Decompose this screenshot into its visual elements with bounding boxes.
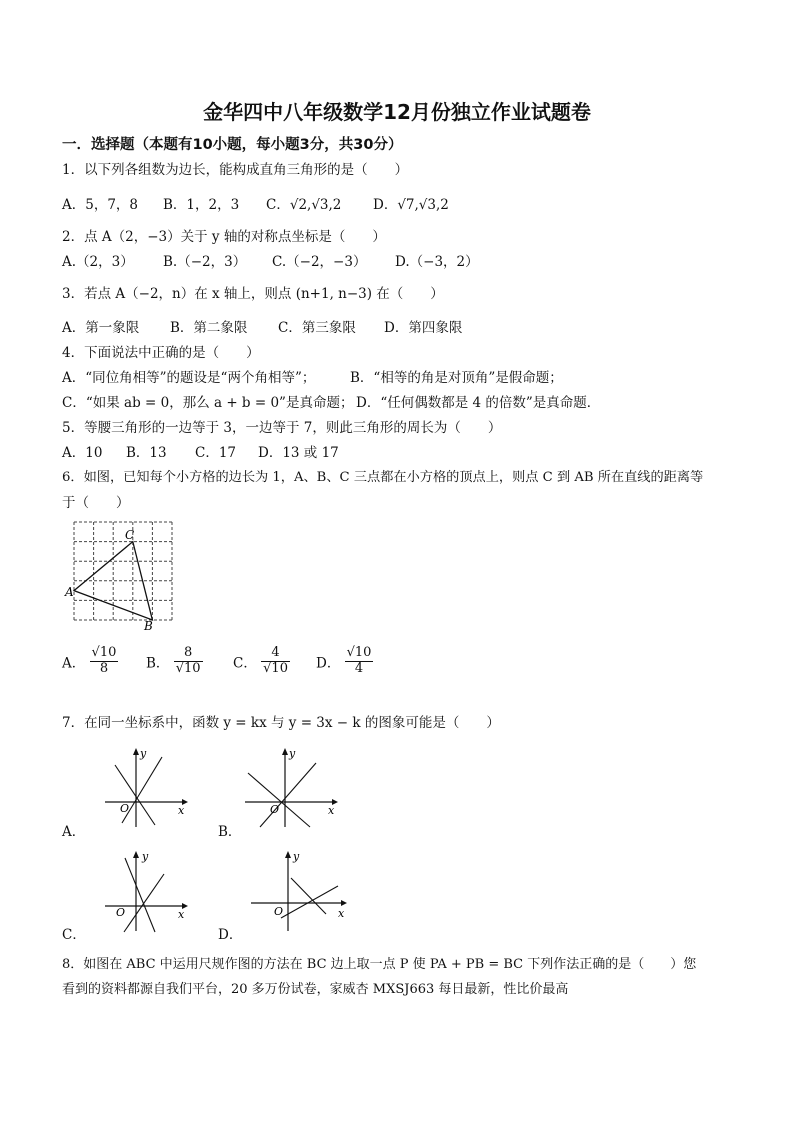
q4-stem: 4．下面说法中正确的是（ ）: [62, 345, 260, 361]
q1-option-c-math: √2,√3,2: [289, 197, 342, 213]
svg-text:O: O: [270, 803, 280, 816]
q6-label-b: B: [144, 619, 153, 632]
q6-stem-line2: 于（ ）: [62, 495, 130, 511]
q1-option-a: A．5，7，8: [62, 197, 139, 213]
q7-option-d: D．: [218, 927, 243, 943]
q3-option-c: C．第三象限: [278, 320, 356, 336]
q4-option-d: D．“任何偶数都是 4 的倍数”是真命题．: [356, 395, 601, 411]
q5-option-b: B．13: [126, 445, 167, 461]
q1-option-d-math: √7,√3,2: [397, 197, 449, 213]
q7-c-line-1: [125, 858, 155, 932]
q7-d-line-1: [281, 886, 338, 918]
q3-stem: 3．若点 A（−2，n）在 x 轴上，则点 (n+1, n−3) 在（ ）: [62, 286, 444, 302]
q6-label-c: C: [125, 528, 135, 542]
svg-text:y: y: [289, 747, 296, 760]
svg-text:y: y: [293, 850, 300, 863]
q7-graph-b: [240, 745, 350, 830]
q6-grid-lines: [74, 522, 172, 620]
q4-option-a: A．“同位角相等”的题设是“两个角相等”；: [62, 370, 316, 386]
svg-text:x: x: [338, 907, 345, 920]
q7-graph-d: [246, 848, 356, 933]
q2-option-b: B.（−2，3）: [163, 254, 247, 270]
q8-stem: 8．如图在 ABC 中运用尺规作图的方法在 BC 边上取一点 P 使 PA + PB = BC 下列作法正确的是（ ）您: [62, 957, 697, 972]
q6-option-c: C． $\frac{4}{√10}$: [233, 645, 288, 676]
q7-b-line-2: [260, 763, 316, 827]
q6-label-a: A: [65, 585, 74, 599]
q6-option-d-num: √10: [346, 645, 372, 660]
q6-option-b-den: √10: [175, 660, 201, 676]
svg-text:x: x: [178, 804, 185, 817]
q6-stem-line1: 6．如图，已知每个小方格的边长为 1，A、B、C 三点都在小方格的顶点上，则点 C 到 AB 所在直线的距离等: [62, 470, 704, 485]
q5-option-d: D．13 或 17: [258, 445, 339, 461]
q7-c-line-2: [124, 874, 164, 932]
q2-option-a: A.（2，3）: [62, 254, 134, 270]
q5-option-c: C．17: [195, 445, 237, 461]
q1-stem: 1．以下列各组数为边长，能构成直角三角形的是（ ）: [62, 162, 409, 178]
svg-text:x: x: [328, 804, 335, 817]
q6-option-d-den: 4: [354, 660, 364, 676]
page-title: 金华四中八年级数学12月份独立作业试题卷: [203, 100, 591, 124]
q7-option-a: A．: [62, 824, 86, 840]
q4-option-c: C．“如果 ab = 0，那么 a + b = 0”是真命题；: [62, 395, 354, 411]
svg-text:O: O: [120, 802, 130, 815]
q3-option-b: B．第二象限: [170, 320, 248, 336]
svg-text:O: O: [274, 905, 284, 918]
q7-option-c: C．: [62, 927, 86, 943]
q6-option-c-num: 4: [261, 646, 290, 662]
q6-grid-figure: [62, 516, 182, 632]
q5-stem: 5．等腰三角形的一边等于 3，一边等于 7，则此三角形的周长为（ ）: [62, 420, 502, 436]
q7-option-b: B．: [218, 824, 242, 840]
q2-stem: 2．点 A（2，−3）关于 y 轴的对称点坐标是（ ）: [62, 229, 386, 245]
q7-a-line-1: [115, 765, 155, 825]
q2-option-c: C.（−2，−3）: [272, 254, 367, 270]
q1-option-b: B．1，2，3: [163, 197, 240, 213]
q1-option-d: D．√7,√3,2: [373, 197, 449, 213]
q5-option-a: A．10: [62, 445, 103, 461]
q6-option-a-den: 8: [99, 660, 109, 676]
q6-option-c-den: √10: [263, 660, 288, 676]
svg-text:O: O: [116, 906, 126, 919]
q7-graph-a: [100, 745, 200, 830]
q3-option-a: A．第一象限: [62, 320, 140, 336]
q8-footer-line: 看到的资料都源自我们平台，20 多万份试卷，家威杏 MXSJ663 每日最新，性比价最高: [62, 982, 569, 997]
q3-option-d: D．第四象限: [384, 320, 463, 336]
q6-option-b-num: 8: [174, 646, 203, 662]
section-heading: 一．选择题（本题有10小题，每小题3分，共30分）: [62, 137, 403, 153]
q7-stem: 7．在同一坐标系中，函数 y = kx 与 y = 3x − k 的图象可能是（ ）: [62, 715, 500, 731]
q6-option-d: D． $\frac{√10}{4}$: [316, 645, 372, 676]
q6-option-b: B． $\frac{8}{√10}$: [146, 645, 201, 676]
q6-option-a: A． $\frac{√10}{8}$: [62, 645, 117, 676]
svg-text:y: y: [142, 850, 149, 863]
q2-option-d: D.（−3，2）: [395, 254, 479, 270]
q6-option-a-num: √10: [91, 645, 117, 660]
q7-graph-c: [100, 848, 200, 933]
q1-option-c: C．√2,√3,2: [266, 197, 342, 213]
svg-text:x: x: [178, 908, 185, 921]
q4-option-b: B．“相等的角是对顶角”是假命题；: [350, 370, 563, 386]
svg-text:y: y: [140, 747, 147, 760]
